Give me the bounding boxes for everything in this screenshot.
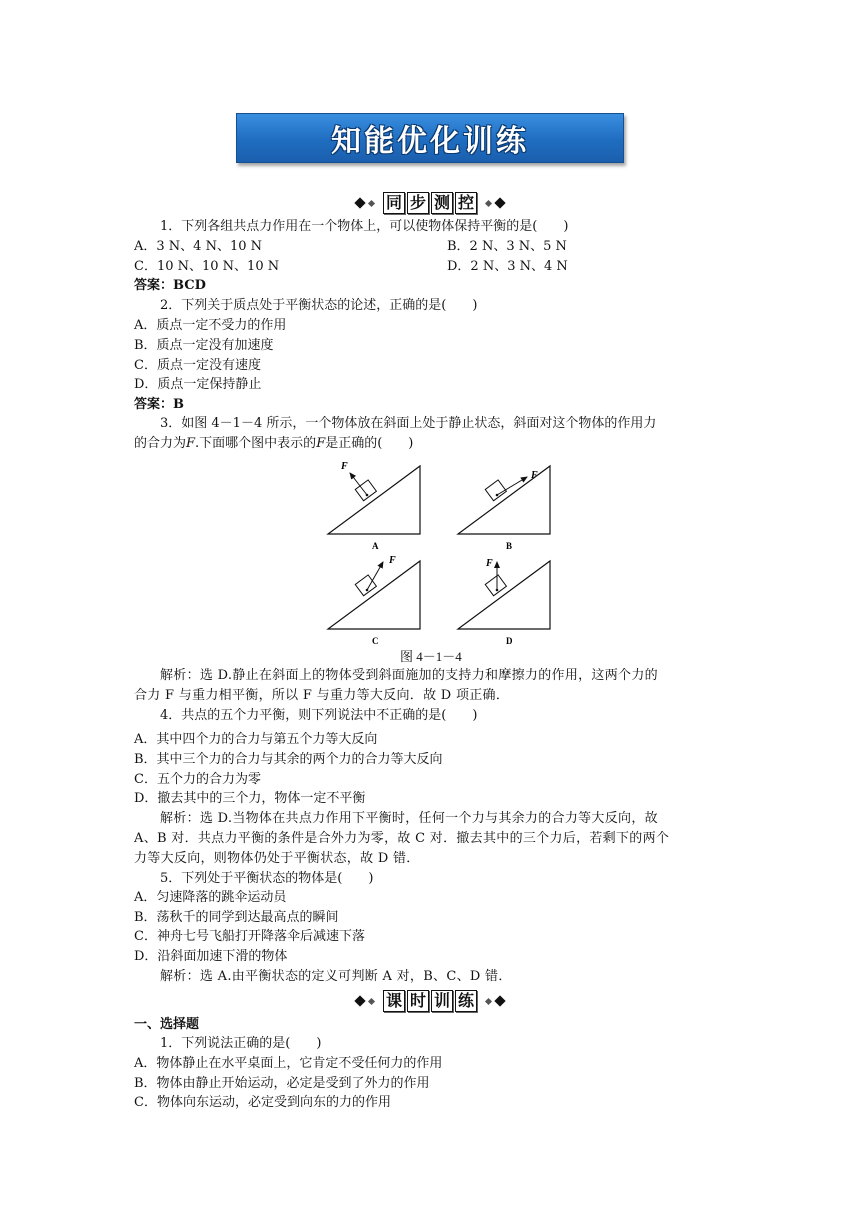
part-heading: 一、选择题 — [134, 1017, 200, 1032]
title-banner — [236, 113, 624, 163]
diamond-icon — [494, 995, 505, 1006]
q2-option-d: D．质点一定保持静止 — [134, 377, 262, 392]
diamond-icon — [368, 199, 375, 206]
section-char: 步 — [407, 192, 429, 214]
q2-option-b: B．质点一定没有加速度 — [134, 338, 274, 353]
diagram-label-a: A — [372, 541, 379, 551]
figure-caption: 图 4－1－4 — [400, 649, 462, 664]
q4-stem: 4．共点的五个力平衡，则下列说法中不正确的是( ) — [160, 708, 478, 723]
e1-option-a: A．物体静止在水平桌面上，它肯定不受任何力的作用 — [134, 1056, 443, 1071]
q1-option-b: B．2 N、3 N、5 N — [447, 239, 567, 254]
force-label: F — [341, 461, 348, 472]
diamond-icon — [485, 199, 492, 206]
q1-answer: 答案：BCD — [134, 278, 206, 293]
q2-option-a: A．质点一定不受力的作用 — [134, 318, 287, 333]
section-header-sync-test — [0, 192, 860, 214]
section-header-class-practice — [0, 990, 860, 1012]
section-char: 训 — [431, 990, 453, 1012]
diamond-icon — [354, 197, 365, 208]
q3-stem-line1: 3．如图 4－1－4 所示，一个物体放在斜面上处于静止状态，斜面对这个物体的作用力 — [160, 416, 657, 431]
q1-option-c: C．10 N、10 N、10 N — [134, 259, 280, 274]
q4-option-c: C．五个力的合力为零 — [134, 772, 261, 787]
figure-4-1-4 — [320, 433, 560, 653]
q1-option-a: A．3 N、4 N、10 N — [134, 239, 262, 254]
q5-option-a: A．匀速降落的跳伞运动员 — [134, 890, 287, 905]
diagram-c — [328, 555, 420, 646]
e1-option-c: C．物体向东运动，必定受到向东的力的作用 — [134, 1095, 391, 1110]
diamond-icon — [485, 997, 492, 1004]
q2-stem: 2．下列关于质点处于平衡状态的论述，正确的是( ) — [160, 298, 478, 313]
force-label: F — [531, 470, 538, 481]
banner-title: 知能优化训练 — [331, 124, 529, 159]
section-char: 时 — [407, 990, 429, 1012]
diagram-label-c: C — [372, 636, 379, 646]
e1-option-b: B．物体由静止开始运动，必定是受到了外力的作用 — [134, 1076, 430, 1091]
q4-option-a: A．其中四个力的合力与第五个力等大反向 — [134, 732, 378, 747]
q1-option-d: D．2 N、3 N、4 N — [447, 259, 568, 274]
diagram-label-d: D — [506, 636, 513, 646]
q5-option-c: C．神舟七号飞船打开降落伞后减速下落 — [134, 929, 365, 944]
q1-stem: 1．下列各组共点力作用在一个物体上，可以使物体保持平衡的是( ) — [160, 219, 569, 234]
q5-analysis: 解析：选 A.由平衡状态的定义可判断 A 对，B、C、D 错． — [160, 969, 512, 984]
q2-option-c: C．质点一定没有速度 — [134, 358, 261, 373]
q4-analysis-line2: A、B 对．共点力平衡的条件是合外力为零，故 C 对．撤去其中的三个力后，若剩下的两个 — [134, 831, 670, 846]
section-char: 课 — [383, 990, 405, 1012]
q3-analysis-line1: 解析：选 D.静止在斜面上的物体受到斜面施加的支持力和摩擦力的作用，这两个力的 — [160, 668, 658, 683]
q4-analysis-line3: 力等大反向，则物体仍处于平衡状态，故 D 错． — [134, 851, 420, 866]
q5-option-d: D．沿斜面加速下滑的物体 — [134, 949, 288, 964]
q5-option-b: B．荡秋千的同学到达最高点的瞬间 — [134, 910, 339, 925]
q5-stem: 5．下列处于平衡状态的物体是( ) — [160, 871, 374, 886]
force-label: F — [389, 555, 396, 566]
q4-option-b: B．其中三个力的合力与其余的两个力的合力等大反向 — [134, 752, 443, 767]
diagram-label-b: B — [506, 541, 513, 551]
q3-analysis-line2: 合力 F 与重力相平衡，所以 F 与重力等大反向．故 D 项正确． — [134, 688, 510, 703]
q4-analysis-line1: 解析：选 D.当物体在共点力作用下平衡时，任何一个力与其余力的合力等大反向，故 — [160, 811, 658, 826]
diamond-icon — [494, 197, 505, 208]
q2-answer: 答案：B — [134, 397, 184, 412]
q4-option-d: D．撤去其中的三个力，物体一定不平衡 — [134, 791, 366, 806]
diamond-icon — [368, 997, 375, 1004]
section-char: 练 — [455, 990, 477, 1012]
section-char: 同 — [383, 192, 405, 214]
section-char: 测 — [431, 192, 453, 214]
diagram-d — [458, 558, 550, 646]
q3-stem-line2: 的合力为F.下面哪个图中表示的F是正确的( ) — [134, 436, 414, 451]
diagram-a — [328, 461, 420, 551]
force-label: F — [486, 558, 493, 569]
section-char: 控 — [455, 192, 477, 214]
e1-stem: 1．下列说法正确的是( ) — [160, 1036, 322, 1051]
diagram-b — [458, 466, 550, 551]
diamond-icon — [354, 995, 365, 1006]
